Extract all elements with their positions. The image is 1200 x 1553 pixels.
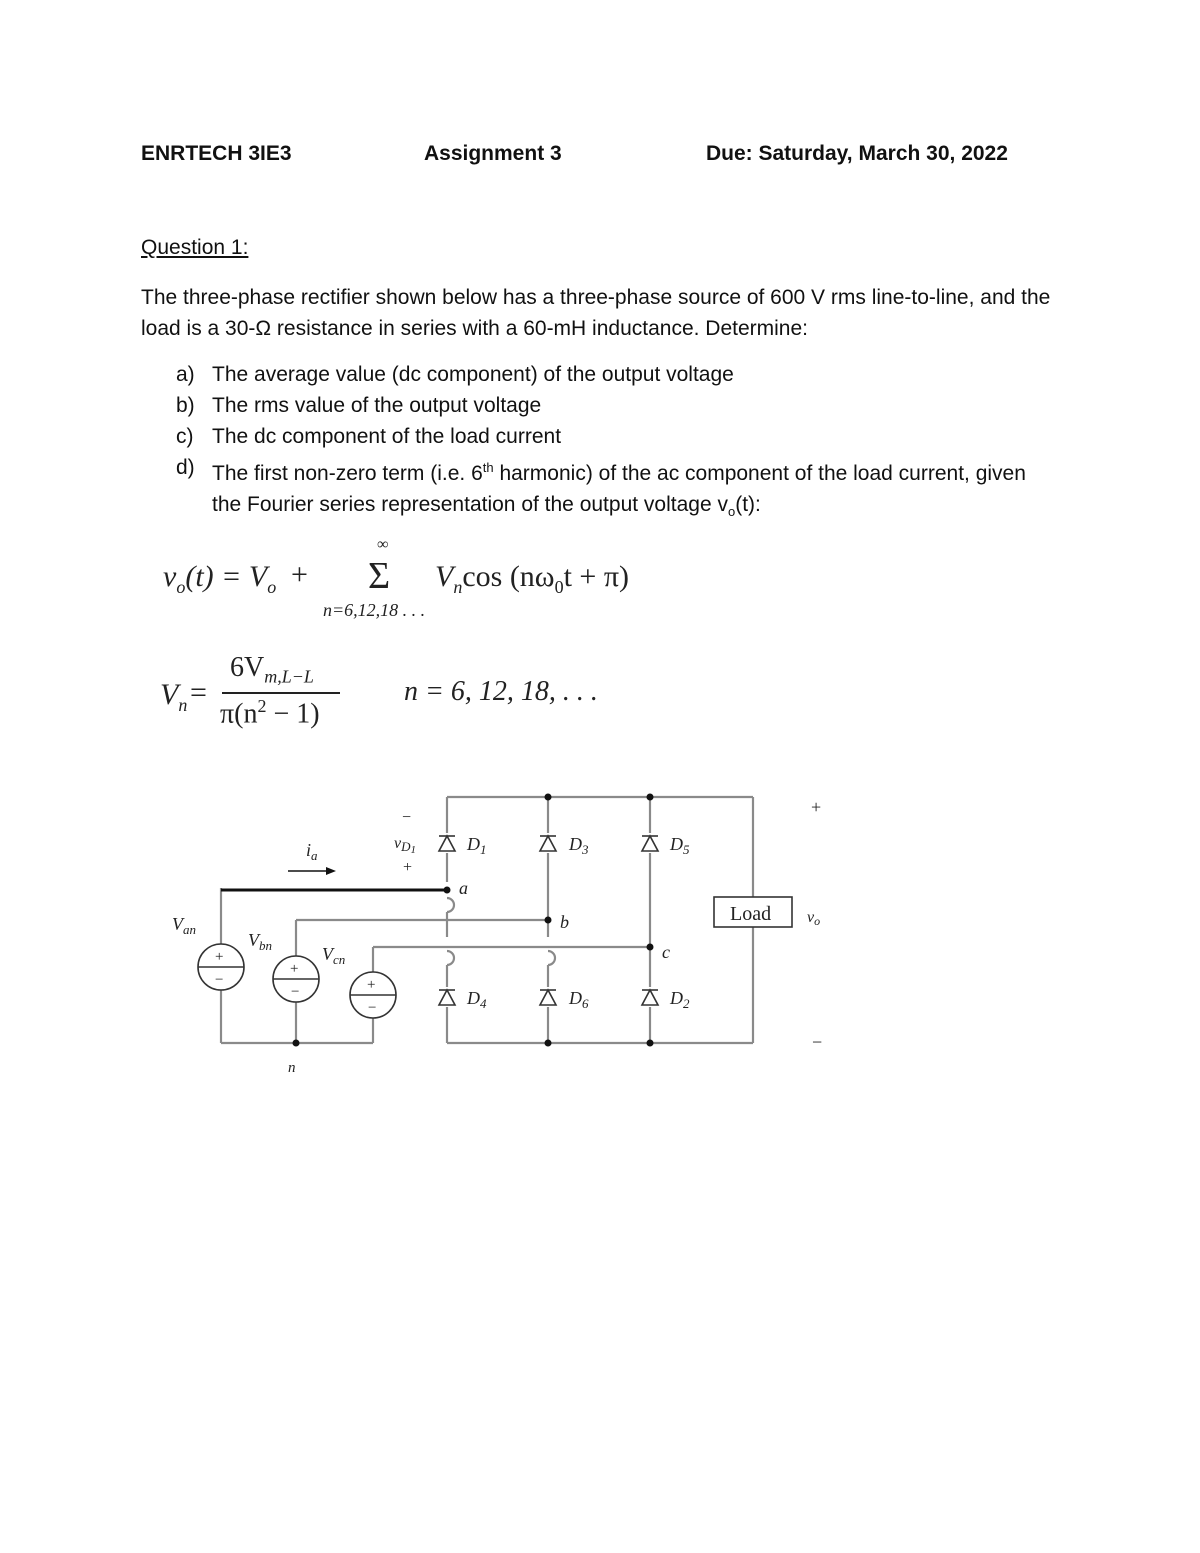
source-b-plus: +	[290, 961, 299, 977]
vd1-plus: +	[403, 859, 413, 876]
neutral-label: n	[288, 1060, 296, 1076]
source-c-minus: −	[368, 1000, 377, 1016]
ia-label: $i_a$	[306, 840, 318, 863]
node-c-label: c	[662, 942, 670, 962]
output-plus: +	[811, 797, 822, 817]
harmonic-amplitude-equation: $V_n$ = $6V_{m,L-L}$ $\pi(n^2 - 1)$ n = 6, 12, 18, . . .	[160, 652, 598, 730]
list-item	[148, 359, 1048, 390]
vcn-label: $V_{cn}$	[322, 944, 346, 967]
current-arrow-icon	[288, 867, 336, 875]
part-text: The first non-zero term (i.e. 6th harmonic) of the ac component of the load current, given the Fourier series representation of the output voltage $v_o(t)$:	[212, 460, 1026, 520]
fraction-bar	[222, 692, 340, 694]
rectifier-circuit-diagram	[160, 780, 860, 1080]
sigma-symbol: Σ	[368, 555, 391, 597]
d4-label: $D_4$	[467, 988, 487, 1011]
fourier-series-equation: $v_o(t) = V_o$ + ∞ Σ n=6,12,18 . . . $V_n\cos$ $(n\omega_0t + \pi)$	[163, 536, 629, 620]
d2-label: $D_2$	[670, 988, 690, 1011]
question-title: Question 1:	[141, 236, 249, 259]
course-code: ENRTECH 3IE3	[141, 142, 292, 165]
sum-lower-limit: n=6,12,18 . . .	[323, 600, 426, 620]
node-a-label: a	[459, 878, 468, 898]
harmonic-range: n = 6, 12, 18, . . .	[404, 676, 598, 707]
node-b-label: b	[560, 912, 569, 932]
list-item	[148, 452, 1048, 527]
due-date: Due: Saturday, March 30, 2022	[706, 142, 1008, 165]
vd1-label: vD1	[394, 835, 416, 856]
sum-upper-limit: ∞	[377, 536, 389, 553]
vd1-minus: −	[402, 809, 412, 826]
van-label: $V_{an}$	[172, 914, 196, 937]
source-c-plus: +	[367, 977, 376, 993]
d3-label: $D_3$	[569, 834, 589, 857]
list-item	[148, 390, 1048, 421]
d5-label: $D_5$	[670, 834, 690, 857]
list-item	[148, 421, 1048, 452]
question-parts	[148, 359, 1048, 527]
vo-label: vo	[807, 909, 821, 928]
part-label: c)	[176, 425, 194, 448]
part-text: The rms value of the output voltage	[212, 394, 542, 417]
part-label: a)	[176, 363, 195, 386]
output-minus: −	[812, 1032, 823, 1052]
source-a-minus: −	[215, 972, 224, 988]
part-label: b)	[176, 394, 195, 417]
source-a-plus: +	[215, 949, 224, 965]
d1-label: $D_1$	[467, 834, 487, 857]
question-text: The three-phase rectifier shown below has a three-phase source of 600 V rms line-to-line, and the load is a 30-Ω resistance in series with a 60-mH inductance. Determine:	[141, 286, 1051, 340]
assignment-title: Assignment 3	[424, 142, 562, 165]
part-text: The average value (dc component) of the output voltage	[212, 363, 734, 386]
vbn-label: $V_{bn}$	[248, 930, 272, 953]
d6-label: $D_6$	[569, 988, 589, 1011]
load-label: Load	[730, 903, 772, 925]
source-b-minus: −	[291, 984, 300, 1000]
part-label: d)	[176, 456, 195, 479]
part-text: The dc component of the load current	[212, 425, 562, 448]
